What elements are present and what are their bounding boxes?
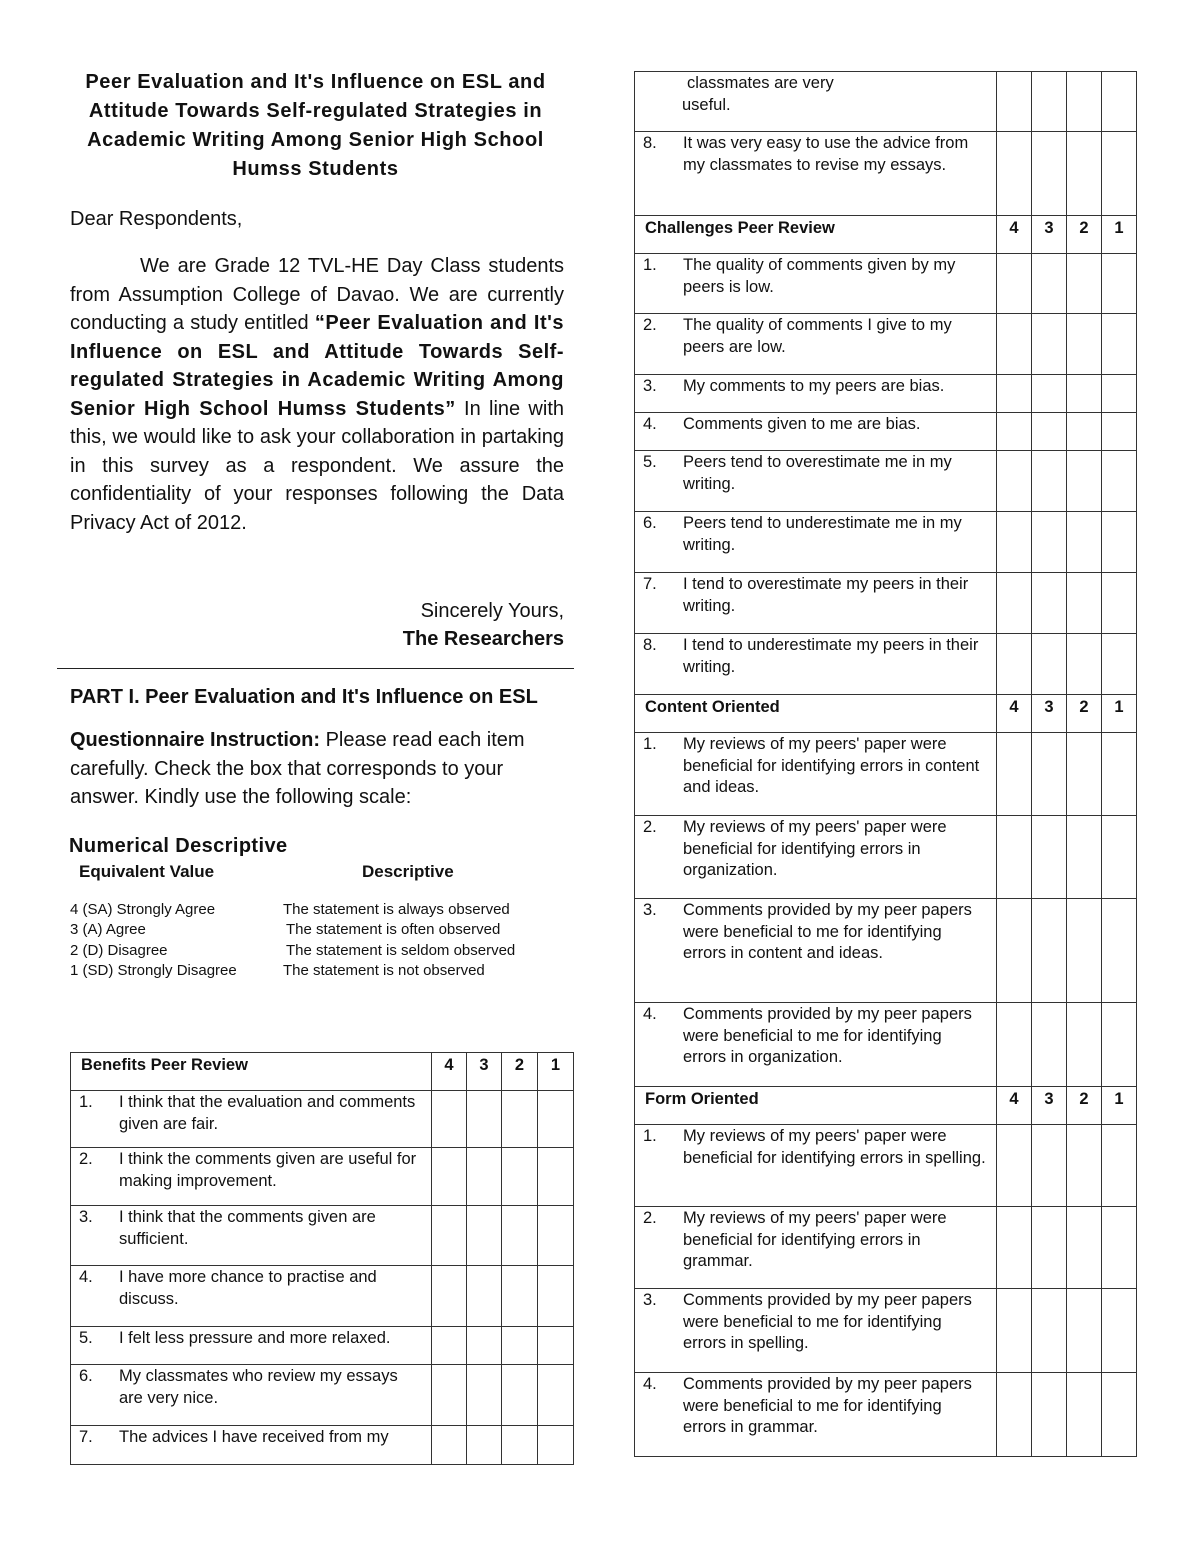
rating-checkbox-1[interactable]	[1102, 451, 1137, 512]
rating-checkbox-4[interactable]	[997, 132, 1032, 216]
question-line	[643, 452, 988, 495]
rating-header-3: 3	[1032, 216, 1067, 254]
rating-checkbox-3[interactable]	[467, 1365, 502, 1426]
table-row	[71, 1426, 574, 1465]
rating-checkbox-1[interactable]	[1102, 899, 1137, 1003]
table-row	[635, 512, 1137, 573]
item-number: 2.	[79, 1150, 93, 1168]
question-line	[643, 376, 988, 398]
question-item	[635, 899, 997, 1003]
rating-checkbox-1[interactable]	[1102, 72, 1137, 132]
question-item	[635, 1373, 997, 1457]
rating-checkbox-4[interactable]	[432, 1327, 467, 1365]
rating-checkbox-1[interactable]	[1102, 1003, 1137, 1087]
scale-value: 4 (SA) Strongly Agree	[70, 900, 216, 918]
salutation: Dear Respondents,	[70, 208, 243, 230]
rating-table-right	[634, 71, 1137, 1457]
rating-checkbox-1[interactable]	[1102, 132, 1137, 216]
table-row	[635, 733, 1137, 816]
benefits-header-row	[71, 1053, 574, 1091]
rating-checkbox-4[interactable]	[997, 413, 1032, 451]
table-row	[71, 1327, 574, 1365]
rating-checkbox-3[interactable]	[1032, 1373, 1067, 1457]
item-text: My reviews of my peers' paper were beneficial for identifying errors in grammar.	[683, 1209, 947, 1270]
question-line	[643, 1004, 988, 1069]
item-number: 6.	[643, 514, 657, 532]
item-text: I think that the comments given are sufficient.	[119, 1208, 376, 1248]
rating-checkbox-1[interactable]	[1102, 375, 1137, 413]
item-text: My reviews of my peers' paper were beneficial for identifying errors in organization.	[683, 818, 947, 879]
question-line	[643, 900, 988, 965]
rating-checkbox-4[interactable]	[432, 1266, 467, 1327]
rating-checkbox-1[interactable]	[1102, 816, 1137, 899]
rating-checkbox-2[interactable]	[1067, 72, 1102, 132]
rating-checkbox-1[interactable]	[538, 1148, 574, 1206]
rating-checkbox-4[interactable]	[997, 899, 1032, 1003]
table-row	[71, 1266, 574, 1327]
rating-checkbox-3[interactable]	[1032, 72, 1067, 132]
rating-checkbox-1[interactable]	[1102, 1289, 1137, 1373]
rating-checkbox-3[interactable]	[1032, 451, 1067, 512]
benefits-table	[70, 1052, 574, 1465]
rating-checkbox-1[interactable]	[538, 1426, 574, 1465]
rating-checkbox-4[interactable]	[997, 314, 1032, 375]
item-number: 4.	[643, 415, 657, 433]
item-number: 1.	[643, 256, 657, 274]
item-number: 2.	[643, 1209, 657, 1227]
rating-header-2: 2	[1067, 1087, 1102, 1125]
question-item	[635, 634, 997, 695]
question-item	[635, 816, 997, 899]
question-item	[635, 254, 997, 314]
rating-checkbox-1[interactable]	[538, 1365, 574, 1426]
rating-header-3: 3	[467, 1053, 502, 1091]
table-row	[635, 451, 1137, 512]
rating-checkbox-3[interactable]	[1032, 375, 1067, 413]
item-number: 4.	[643, 1375, 657, 1393]
item-number: 3.	[643, 377, 657, 395]
question-item	[635, 314, 997, 375]
item-number: 3.	[643, 901, 657, 919]
question-item	[635, 451, 997, 512]
scale-description: The statement is seldom observed	[286, 941, 516, 959]
scale-value: 2 (D) Disagree	[70, 941, 168, 959]
rating-checkbox-2[interactable]	[1067, 1289, 1102, 1373]
item-number: 3.	[79, 1208, 93, 1226]
table-row	[635, 254, 1137, 314]
item-number: 1.	[79, 1093, 93, 1111]
item-text: Comments given to me are bias.	[683, 415, 921, 433]
rating-checkbox-2[interactable]	[1067, 634, 1102, 695]
table-row	[635, 899, 1137, 1003]
question-line	[643, 513, 988, 556]
item-text: My reviews of my peers' paper were beneficial for identifying errors in spelling.	[683, 1127, 986, 1167]
question-item	[635, 413, 997, 451]
rating-checkbox-1[interactable]	[1102, 512, 1137, 573]
question-line	[643, 133, 988, 176]
item-number: 8.	[643, 636, 657, 654]
rating-checkbox-3[interactable]	[1032, 634, 1067, 695]
rating-checkbox-3[interactable]	[1032, 899, 1067, 1003]
rating-header-1: 1	[538, 1053, 574, 1091]
rating-checkbox-3[interactable]	[1032, 512, 1067, 573]
question-line	[643, 1290, 988, 1355]
rating-checkbox-2[interactable]	[1067, 451, 1102, 512]
letter-intro: We are Grade 12 TVL-HE Day Class students from Assumption College of Davao. We are currently conducting a study entitled	[70, 255, 564, 334]
question-item	[635, 1289, 997, 1373]
rating-checkbox-4[interactable]	[997, 1207, 1032, 1289]
rating-checkbox-4[interactable]	[997, 1373, 1032, 1457]
item-text: I tend to underestimate my peers in their writing.	[683, 636, 979, 676]
table-row	[635, 314, 1137, 375]
item-number: 6.	[79, 1367, 93, 1385]
scale-description: The statement is always observed	[283, 900, 510, 918]
cover-letter	[70, 252, 564, 537]
item-number: 7.	[643, 575, 657, 593]
questionnaire-instruction	[70, 726, 564, 812]
rating-checkbox-4[interactable]	[997, 512, 1032, 573]
rating-checkbox-4[interactable]	[432, 1206, 467, 1266]
left-column	[57, 68, 574, 982]
scale-value: 3 (A) Agree	[70, 921, 146, 938]
content-header-row	[635, 695, 1137, 733]
rating-checkbox-3[interactable]	[467, 1206, 502, 1266]
rating-checkbox-2[interactable]	[502, 1266, 538, 1327]
question-item	[71, 1091, 432, 1148]
continued-line: classmates are very	[687, 74, 834, 92]
rating-checkbox-3[interactable]	[467, 1091, 502, 1148]
table-row	[635, 1373, 1137, 1457]
rating-checkbox-3[interactable]	[1032, 1289, 1067, 1373]
question-line	[643, 1374, 988, 1439]
rating-checkbox-2[interactable]	[1067, 1125, 1102, 1207]
rating-checkbox-3[interactable]	[1032, 1207, 1067, 1289]
table-row	[635, 72, 1137, 132]
table-row	[635, 132, 1137, 216]
item-number: 7.	[79, 1428, 93, 1446]
question-item	[635, 1207, 997, 1289]
rating-checkbox-4[interactable]	[997, 1003, 1032, 1087]
scale-row	[57, 961, 574, 982]
item-number: 1.	[643, 1127, 657, 1145]
question-line	[643, 635, 988, 678]
item-number: 3.	[643, 1291, 657, 1309]
rating-checkbox-4[interactable]	[997, 72, 1032, 132]
rating-checkbox-1[interactable]	[1102, 1207, 1137, 1289]
table-row	[635, 413, 1137, 451]
rating-header-1: 1	[1102, 216, 1137, 254]
closing-text: Sincerely Yours,	[420, 600, 564, 622]
rating-checkbox-2[interactable]	[502, 1365, 538, 1426]
rating-checkbox-3[interactable]	[1032, 733, 1067, 816]
rating-checkbox-3[interactable]	[1032, 1003, 1067, 1087]
rating-header-2: 2	[1067, 216, 1102, 254]
item-text: The quality of comments given by my peers is low.	[683, 256, 956, 296]
rating-checkbox-3[interactable]	[1032, 1125, 1067, 1207]
rating-checkbox-1[interactable]	[1102, 634, 1137, 695]
rating-checkbox-1[interactable]	[538, 1206, 574, 1266]
question-item	[635, 1003, 997, 1087]
question-line	[79, 1092, 423, 1135]
item-number: 8.	[643, 134, 657, 152]
rating-header-2: 2	[1067, 695, 1102, 733]
item-number: 1.	[643, 735, 657, 753]
scale-heading: Numerical Descriptive	[69, 834, 288, 857]
rating-checkbox-2[interactable]	[1067, 733, 1102, 816]
table-row	[635, 816, 1137, 899]
rating-checkbox-3[interactable]	[1032, 816, 1067, 899]
rating-header-4: 4	[997, 1087, 1032, 1125]
rating-checkbox-2[interactable]	[1067, 132, 1102, 216]
rating-checkbox-2[interactable]	[1067, 375, 1102, 413]
question-item	[71, 1206, 432, 1266]
question-line	[643, 414, 988, 436]
closing-block	[57, 597, 564, 653]
item-number: 5.	[79, 1329, 93, 1347]
question-item	[71, 1148, 432, 1206]
rating-checkbox-4[interactable]	[997, 573, 1032, 634]
letter-outro: In line with this, we would like to ask your collaboration in partaking in this survey as a respondent. We assure the confidentiality of your responses following the Data Privacy Act of 2012.	[70, 397, 564, 534]
rating-checkbox-3[interactable]	[1032, 413, 1067, 451]
question-item	[635, 132, 997, 216]
rating-checkbox-2[interactable]	[1067, 413, 1102, 451]
table-row	[635, 1289, 1137, 1373]
item-text: I felt less pressure and more relaxed.	[119, 1329, 391, 1347]
continued-line: useful.	[682, 95, 731, 114]
rating-checkbox-4[interactable]	[997, 1125, 1032, 1207]
challenges-heading: Challenges Peer Review	[635, 216, 997, 254]
letter-study-title: “Peer Evaluation and It's Influence on ESL and Attitude Towards Self-regulated Strategies in Academic Writing Among Senior High School Humss Students”	[70, 312, 565, 420]
benefits-heading: Benefits Peer Review	[71, 1053, 432, 1091]
rating-checkbox-2[interactable]	[1067, 1207, 1102, 1289]
rating-checkbox-3[interactable]	[1032, 254, 1067, 314]
question-line	[643, 734, 988, 799]
rating-checkbox-2[interactable]	[1067, 816, 1102, 899]
rating-checkbox-2[interactable]	[1067, 1003, 1102, 1087]
rating-checkbox-2[interactable]	[1067, 1373, 1102, 1457]
question-line	[643, 255, 988, 298]
rating-checkbox-1[interactable]	[538, 1091, 574, 1148]
form-heading: Form Oriented	[635, 1087, 997, 1125]
rating-checkbox-3[interactable]	[1032, 314, 1067, 375]
instruction-text: Please read each item carefully. Check the box that corresponds to your answer. Kindly use the following scale:	[70, 729, 525, 808]
item-text: Peers tend to overestimate me in my writing.	[683, 453, 952, 493]
question-line	[643, 1126, 988, 1169]
question-line	[79, 1149, 423, 1192]
item-text: Peers tend to underestimate me in my writing.	[683, 514, 962, 554]
rating-checkbox-1[interactable]	[1102, 254, 1137, 314]
question-line	[643, 1208, 988, 1273]
content-heading: Content Oriented	[635, 695, 997, 733]
rating-header-3: 3	[1032, 695, 1067, 733]
rating-header-4: 4	[432, 1053, 467, 1091]
rating-checkbox-4[interactable]	[997, 816, 1032, 899]
rating-header-3: 3	[1032, 1087, 1067, 1125]
scale-value: 1 (SD) Strongly Disagree	[70, 962, 237, 979]
rating-header-1: 1	[1102, 695, 1137, 733]
question-item	[635, 1125, 997, 1207]
rating-checkbox-4[interactable]	[997, 254, 1032, 314]
rating-header-4: 4	[997, 216, 1032, 254]
rating-checkbox-2[interactable]	[502, 1426, 538, 1465]
rating-header-2: 2	[502, 1053, 538, 1091]
part-title: PART I. Peer Evaluation and It's Influence on ESL	[70, 686, 538, 708]
table-row	[635, 634, 1137, 695]
item-number: 4.	[643, 1005, 657, 1023]
section-divider	[57, 668, 574, 669]
rating-checkbox-4[interactable]	[997, 733, 1032, 816]
rating-checkbox-2[interactable]	[1067, 254, 1102, 314]
question-item	[71, 1327, 432, 1365]
rating-checkbox-4[interactable]	[432, 1426, 467, 1465]
rating-checkbox-1[interactable]	[538, 1266, 574, 1327]
rating-checkbox-4[interactable]	[997, 1289, 1032, 1373]
rating-checkbox-4[interactable]	[997, 375, 1032, 413]
rating-checkbox-3[interactable]	[467, 1148, 502, 1206]
item-text: Comments provided by my peer papers were beneficial to me for identifying errors in content and ideas.	[683, 901, 972, 962]
rating-checkbox-2[interactable]	[502, 1091, 538, 1148]
rating-checkbox-4[interactable]	[997, 634, 1032, 695]
rating-checkbox-3[interactable]	[1032, 573, 1067, 634]
rating-checkbox-3[interactable]	[467, 1266, 502, 1327]
table-row	[635, 573, 1137, 634]
scale-description: The statement is often observed	[286, 921, 501, 938]
rating-checkbox-2[interactable]	[1067, 512, 1102, 573]
rating-checkbox-1[interactable]	[1102, 413, 1137, 451]
item-text: Comments provided by my peer papers were beneficial to me for identifying errors in grammar.	[683, 1375, 972, 1436]
scale-list	[57, 900, 574, 982]
challenges-header-row	[635, 216, 1137, 254]
table-row	[635, 1003, 1137, 1087]
rating-checkbox-2[interactable]	[1067, 573, 1102, 634]
rating-checkbox-2[interactable]	[502, 1148, 538, 1206]
item-number: 4.	[79, 1268, 93, 1286]
question-item	[71, 1365, 432, 1426]
item-text: My comments to my peers are bias.	[683, 377, 945, 395]
rating-checkbox-2[interactable]	[502, 1327, 538, 1365]
table-row	[71, 1206, 574, 1266]
rating-checkbox-3[interactable]	[1032, 132, 1067, 216]
table-row	[71, 1091, 574, 1148]
item-text: The advices I have received from my	[119, 1428, 389, 1446]
item-number: 2.	[643, 818, 657, 836]
signature: The Researchers	[402, 628, 564, 650]
item-text: I have more chance to practise and discuss.	[119, 1268, 377, 1308]
question-item-continued	[635, 72, 997, 132]
item-number: 2.	[643, 316, 657, 334]
scale-row	[57, 900, 574, 921]
scale-description: The statement is not observed	[283, 962, 485, 979]
item-text: Comments provided by my peer papers were beneficial to me for identifying errors in organization.	[683, 1005, 972, 1066]
rating-checkbox-1[interactable]	[1102, 733, 1137, 816]
rating-checkbox-1[interactable]	[1102, 1373, 1137, 1457]
rating-checkbox-3[interactable]	[467, 1426, 502, 1465]
form-header-row	[635, 1087, 1137, 1125]
rating-checkbox-1[interactable]	[538, 1327, 574, 1365]
item-text: I tend to overestimate my peers in their writing.	[683, 575, 969, 615]
scale-col-descriptive: Descriptive	[362, 861, 454, 881]
item-text: My classmates who review my essays are very nice.	[119, 1367, 398, 1407]
item-text: My reviews of my peers' paper were beneficial for identifying errors in content and ideas.	[683, 735, 980, 796]
rating-checkbox-2[interactable]	[1067, 314, 1102, 375]
question-item	[635, 733, 997, 816]
scale-col-value: Equivalent Value	[79, 861, 215, 881]
scale-row	[57, 920, 574, 941]
instruction-label: Questionnaire Instruction:	[70, 729, 321, 751]
question-item	[71, 1266, 432, 1327]
item-text: I think that the evaluation and comments given are fair.	[119, 1093, 416, 1133]
rating-checkbox-4[interactable]	[997, 451, 1032, 512]
rating-checkbox-2[interactable]	[502, 1206, 538, 1266]
rating-checkbox-4[interactable]	[432, 1148, 467, 1206]
rating-checkbox-1[interactable]	[1102, 1125, 1137, 1207]
item-text: Comments provided by my peer papers were beneficial to me for identifying errors in spelling.	[683, 1291, 972, 1352]
question-line	[643, 315, 988, 358]
table-row	[71, 1365, 574, 1426]
question-item	[635, 512, 997, 573]
question-line	[79, 1328, 423, 1350]
scale-column-headers	[57, 858, 574, 884]
rating-checkbox-1[interactable]	[1102, 314, 1137, 375]
item-text: I think the comments given are useful for making improvement.	[119, 1150, 417, 1190]
question-item	[635, 375, 997, 413]
question-line	[643, 817, 988, 882]
table-row	[635, 1125, 1137, 1207]
rating-checkbox-4[interactable]	[432, 1091, 467, 1148]
question-line	[79, 1427, 423, 1449]
question-line	[643, 574, 988, 617]
question-line	[79, 1267, 423, 1310]
table-row	[635, 1207, 1137, 1289]
table-row	[635, 375, 1137, 413]
rating-checkbox-1[interactable]	[1102, 573, 1137, 634]
scale-row	[57, 941, 574, 962]
rating-header-4: 4	[997, 695, 1032, 733]
question-item	[635, 573, 997, 634]
item-text: The quality of comments I give to my peers are low.	[683, 316, 952, 356]
question-line	[79, 1207, 423, 1250]
table-row	[71, 1148, 574, 1206]
rating-checkbox-3[interactable]	[467, 1327, 502, 1365]
item-number: 5.	[643, 453, 657, 471]
rating-checkbox-4[interactable]	[432, 1365, 467, 1426]
question-line	[79, 1366, 423, 1409]
rating-checkbox-2[interactable]	[1067, 899, 1102, 1003]
rating-header-1: 1	[1102, 1087, 1137, 1125]
item-text: It was very easy to use the advice from my classmates to revise my essays.	[683, 134, 969, 174]
question-item	[71, 1426, 432, 1465]
page-title: Peer Evaluation and It's Influence on ESL and Attitude Towards Self-regulated Strategies in Academic Writing Among Senior High School Humss Students	[85, 71, 546, 180]
